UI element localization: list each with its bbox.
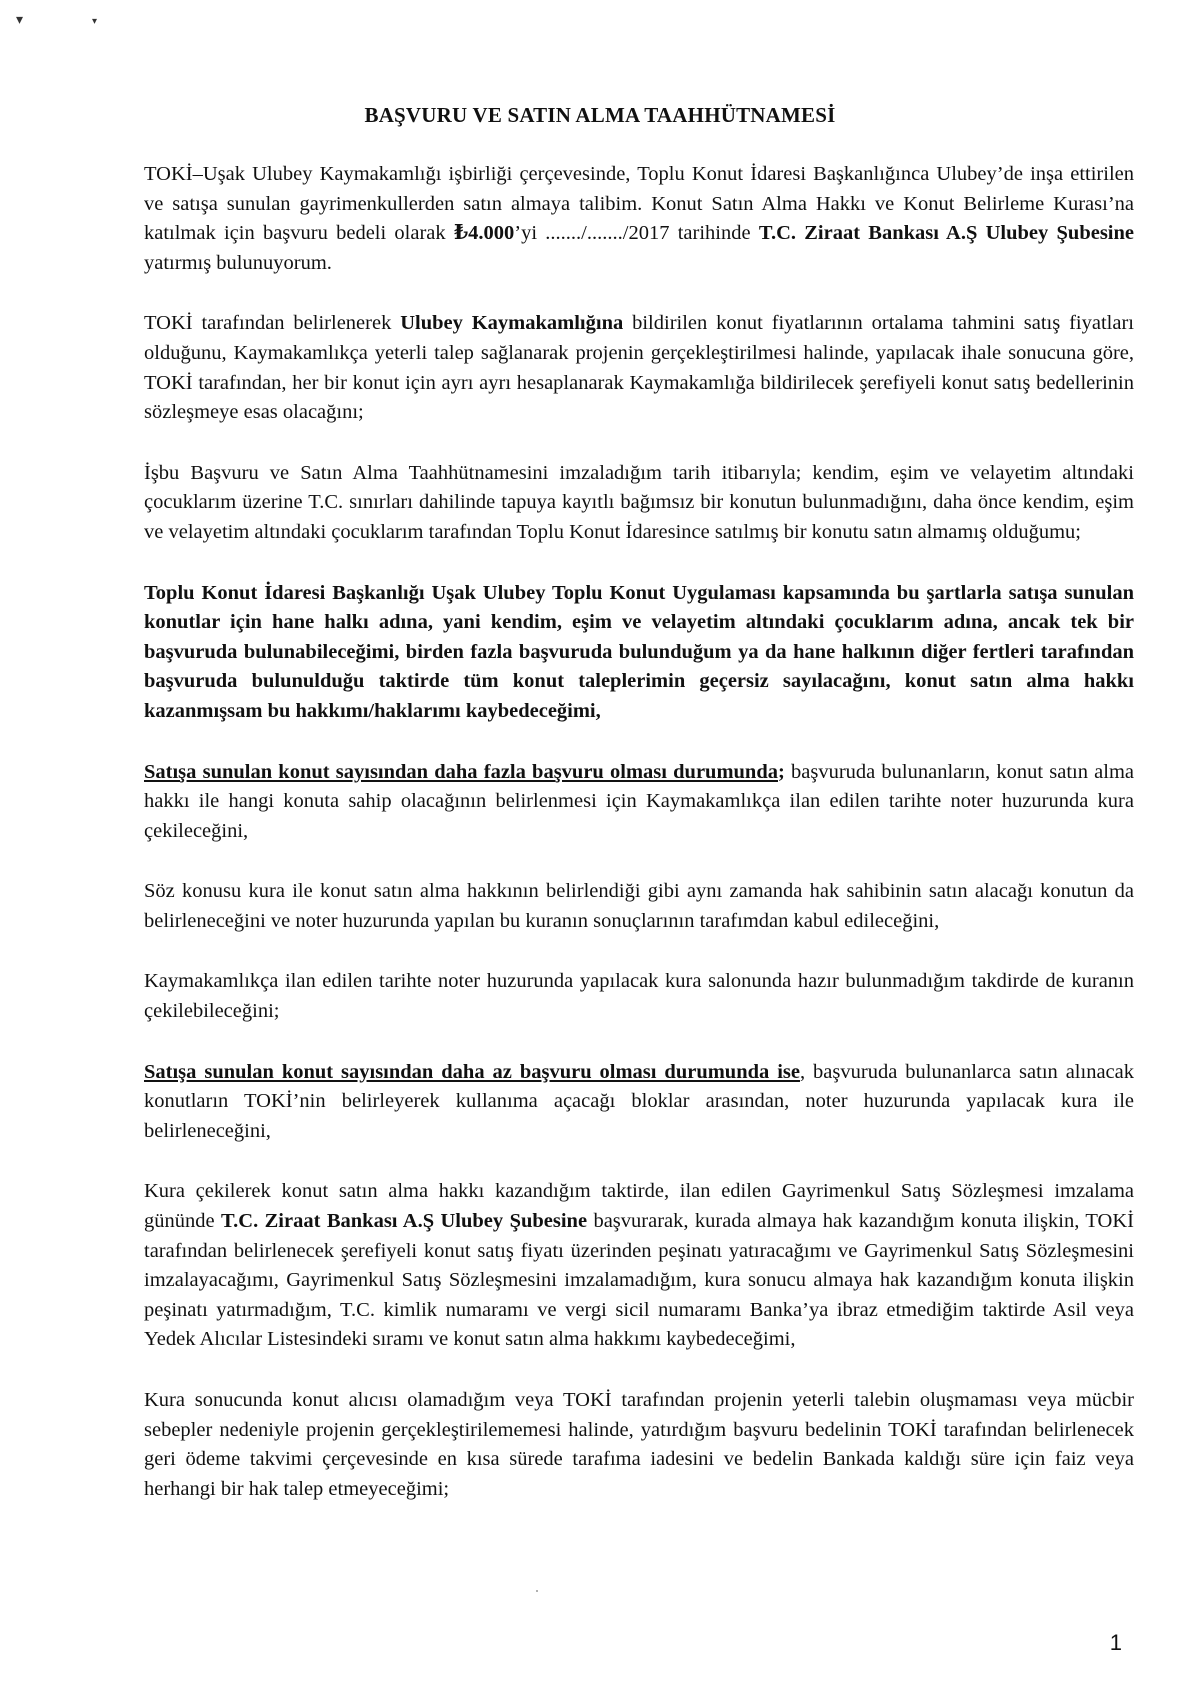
paragraph-text: TOKİ–Uşak Ulubey Kaymakamlığı işbirliği çerçevesinde, Toplu Konut İdaresi Başkanlığınca Ulubey’de inşa ettirilen ve satışa sunulan gayrimenkullerden satın almaya talibim. Konut Satın Alma Hakkı ve Konut Belirleme Kurası’na katılmak için başvuru bedeli olarak	[144, 163, 1134, 245]
paragraph-text: TOKİ tarafından belirlenerek	[144, 312, 401, 335]
document-title: BAŞVURU VE SATIN ALMA TAAHHÜTNAMESİ	[364, 103, 836, 127]
paragraph-8	[144, 1058, 1134, 1147]
paragraph-text: Kura çekilerek konut satın alma hakkı kazandığım taktirde, ilan edilen Gayrimenkul Satış Sözleşmesi imzalama gününde	[144, 1180, 1134, 1233]
scan-mark: ▾	[16, 13, 24, 28]
paragraph-6: Söz konusu kura ile konut satın alma hakkının belirlendiği gibi aynı zamanda hak sahibinin satın alacağı konutun da belirleneceğini ve noter huzurunda yapılan bu kuranın sonuçlarının tarafımdan kabul edileceğini,	[144, 880, 1134, 932]
underlined-condition: Satışa sunulan konut sayısından daha fazla başvuru olması durumunda	[144, 760, 778, 783]
fee-amount: ₺4.000	[453, 222, 515, 245]
underlined-condition: Satışa sunulan konut sayısından daha az başvuru olması durumunda ise	[144, 1060, 800, 1083]
paragraph-5	[144, 758, 1134, 847]
page-number: 1	[1109, 1630, 1122, 1655]
paragraph-7: Kaymakamlıkça ilan edilen tarihte noter huzurunda yapılacak kura salonunda hazır bulunmadığım takdirde de kuranın çekilebileceğini;	[144, 970, 1134, 1023]
paragraph-text: yatırmış bulunuyorum.	[144, 251, 332, 274]
document-body	[144, 160, 1134, 1535]
bank-branch: T.C. Ziraat Bankası A.Ş Ulubey Şubesine	[758, 222, 1135, 245]
paragraph-2	[144, 309, 1134, 427]
paragraph-9	[144, 1177, 1134, 1355]
paragraph-3: İşbu Başvuru ve Satın Alma Taahhütnamesini imzaladığım tarih itibarıyla; kendim, eşim ve velayetim altındaki çocuklarım üzerine T.C. sınırları dahilinde tapuya kayıtlı bağımsız bir konutun bulunmadığını, daha önce kendim, eşim ve velayetim altındaki çocuklarım tarafından Toplu Konut İdaresince satılmış bir konutu satın almamış olduğumu;	[144, 461, 1134, 543]
paragraph-10: Kura sonucunda konut alıcısı olamadığım veya TOKİ tarafından projenin yeterli talebin oluşmaması veya mücbir sebepler nedeniyle projenin gerçekleştirilememesi halinde, yatırdığım başvuru bedelinin TOKİ tarafından belirlenecek geri ödeme takvimi çerçevesinde en kısa sürede tarafıma iadesini ve bedelin Bankada kaldığı süre için faiz veya herhangi bir hak talep etmeyeceğimi;	[144, 1389, 1134, 1500]
paragraph-text: ;	[777, 760, 785, 783]
paragraph-text: ’yi ......./......./2017 tarihinde	[514, 222, 759, 245]
paragraph-text: , başvuruda bulunanlarca satın alınacak konutların TOKİ’nin belirleyerek kullanıma açacağı bloklar arasından, noter huzurunda yapılacak kura ile belirleneceğini,	[144, 1060, 1134, 1142]
paragraph-1	[144, 160, 1134, 278]
paragraph-text: başvurarak, kurada almaya hak kazandığım konuta ilişkin, TOKİ tarafından belirlenecek şerefiyeli konut satış fiyatı üzerinden peşinatı yatıracağımı ve Gayrimenkul Satış Sözleşmesini imzalayacağımı, Gayrimenkul Satış Sözleşmesini imzalamadığım, kura sonucu almaya hak kazandığım konuta ilişkin peşinatı yatırmadığım, T.C. kimlik numaramı ve vergi sicil numaramı Banka’ya ibraz etmediğim taktirde Asil veya Yedek Alıcılar Listesindeki sıramı ve konut satın alma hakkımı kaybedeceğimi,	[144, 1210, 1134, 1351]
paragraph-text: başvuruda bulunanların, konut satın alma hakkı ile hangi konuta sahip olacağının belirlenmesi için Kaymakamlıkça ilan edilen tarihte noter huzurunda kura çekileceğini,	[144, 760, 1134, 842]
scan-mark: ▾	[92, 16, 98, 27]
district-office: Ulubey Kaymakamlığına	[400, 312, 624, 335]
scan-speck	[536, 1590, 538, 1592]
paragraph-4: Toplu Konut İdaresi Başkanlığı Uşak Ulubey Toplu Konut Uygulaması kapsamında bu şartlarla satışa sunulan konutlar için hane halkı adına, yani kendim, eşim ve velayetim altındaki çocuklarım adına, ancak tek bir başvuruda bulunabileceğimi, birden fazla başvuruda bulunduğum ya da hane halkının diğer fertleri tarafından başvuruda bulunulduğu taktirde tüm konut taleplerimin geçersiz sayılacağını, konut satın alma hakkı kazanmışsam bu hakkımı/haklarımı kaybedeceğimi,	[144, 581, 1134, 722]
paragraph-text: bildirilen konut fiyatlarının ortalama tahmini satış fiyatları olduğunu, Kaymakamlıkça yeterli talep sağlanarak projenin gerçekleştirilmesi halinde, yapılacak ihale sonucuna göre, TOKİ tarafından, her bir konut için ayrı ayrı hesaplanarak Kaymakamlığa bildirilecek şerefiyeli konut satış bedellerinin sözleşmeye esas olacağını;	[144, 312, 1134, 424]
bank-branch: T.C. Ziraat Bankası A.Ş Ulubey Şubesine	[221, 1210, 588, 1233]
